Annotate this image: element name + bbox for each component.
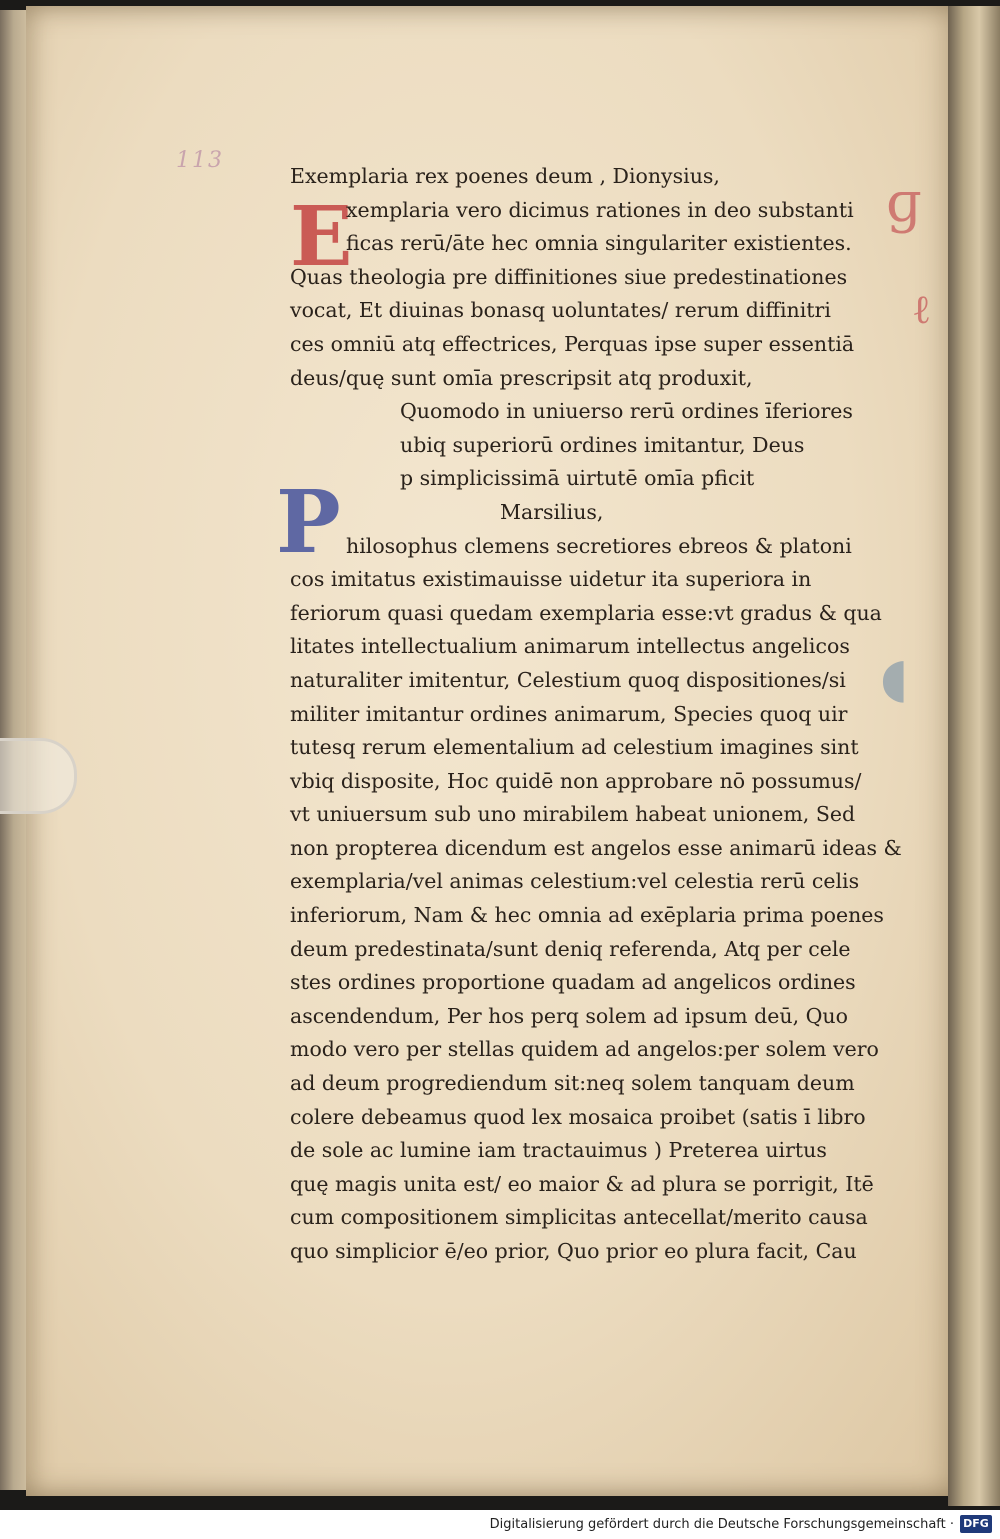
text-line: inferiorum, Nam & hec omnia ad exēplaria prima poenes: [290, 903, 884, 928]
text-line: stes ordines proportione quadam ad angelicos ordines: [290, 970, 856, 995]
text-line: deus/quę sunt omīa prescripsit atq produxit,: [290, 365, 753, 390]
text-line: vocat, Et diuinas bonasq uoluntates/ rerum diffinitri: [290, 298, 831, 323]
text-line: ad deum progrediendum sit:neq solem tanquam deum: [290, 1071, 855, 1096]
initial-e: E: [290, 189, 353, 285]
text-line: feriorum quasi quedam exemplaria esse:vt gradus & qua: [290, 600, 882, 625]
section-heading-line: p simplicissimā uirtutē omīa pficit: [400, 466, 755, 491]
text-block: [290, 160, 902, 1269]
text-line: hilosophus clemens secretiores ebreos & platoni: [346, 533, 852, 558]
rubric-mark-red-small: ℓ: [912, 287, 932, 333]
text-line: vt uniuersum sub uno mirabilem habeat unionem, Sed: [290, 802, 856, 827]
page-clip: [0, 738, 77, 814]
text-line: modo vero per stellas quidem ad angelos:per solem vero: [290, 1037, 879, 1062]
pencil-folio-mark: 113: [176, 148, 224, 173]
text-line: cos imitatus existimauisse uidetur ita superiora in: [290, 567, 812, 592]
text-line: cum compositionem simplicitas antecellat/merito causa: [290, 1205, 868, 1230]
footer-bar: [0, 1510, 1000, 1539]
text-line: vbiq disposite, Hoc quidē non approbare nō possumus/: [290, 768, 862, 793]
binding-edge: [948, 6, 1000, 1506]
rubric-mark-red: ɡ: [886, 170, 922, 235]
text-line: deum predestinata/sunt deniq referenda, Atq per cele: [290, 936, 851, 961]
funding-credit: Digitalisierung gefördert durch die Deutsche Forschungsgemeinschaft ·: [489, 1517, 954, 1532]
text-line: litates intellectualium animarum intellectus angelicos: [290, 634, 850, 659]
text-line: Exemplaria rex poenes deum , Dionysius,: [290, 164, 720, 188]
text-line: ficas rerū/āte hec omnia singulariter existientes.: [346, 231, 852, 256]
text-line: xemplaria vero dicimus rationes in deo substanti: [346, 197, 854, 222]
text-line: quę magis unita est/ eo maior & ad plura se porrigit, Itē: [290, 1171, 874, 1196]
text-line: colere debeamus quod lex mosaica proibet (satis ī libro: [290, 1104, 866, 1129]
text-line: non propterea dicendum est angelos esse animarū ideas &: [290, 835, 902, 860]
text-line: de sole ac lumine iam tractauimus ) Preterea uirtus: [290, 1138, 827, 1163]
text-line: naturaliter imitentur, Celestium quoq dispositiones/si: [290, 667, 846, 692]
text-line: ces omniū atq effectrices, Perquas ipse super essentiā: [290, 331, 855, 356]
text-line: tutesq rerum elementalium ad celestium imagines sint: [290, 735, 859, 760]
initial-p: P: [276, 472, 341, 573]
section-heading-line: ubiq superiorū ordines imitantur, Deus: [400, 432, 805, 457]
text-line: quo simplicior ē/eo prior, Quo prior eo plura facit, Cau: [290, 1239, 857, 1263]
text-line: ascendendum, Per hos perq solem ad ipsum deū, Quo: [290, 1003, 848, 1028]
text-line: Quas theologia pre diffinitiones siue predestinationes: [290, 264, 848, 289]
text-line: exemplaria/vel animas celestium:vel celestia rerū celis: [290, 869, 860, 894]
rubric-mark-blue: ◖: [880, 646, 909, 709]
section-heading-line: Quomodo in uniuerso rerū ordines īferiores: [400, 399, 853, 424]
text-line: militer imitantur ordines animarum, Species quoq uir: [290, 701, 848, 726]
dfg-logo[interactable]: DFG: [960, 1515, 992, 1533]
section-author-line: Marsilius,: [500, 499, 604, 524]
